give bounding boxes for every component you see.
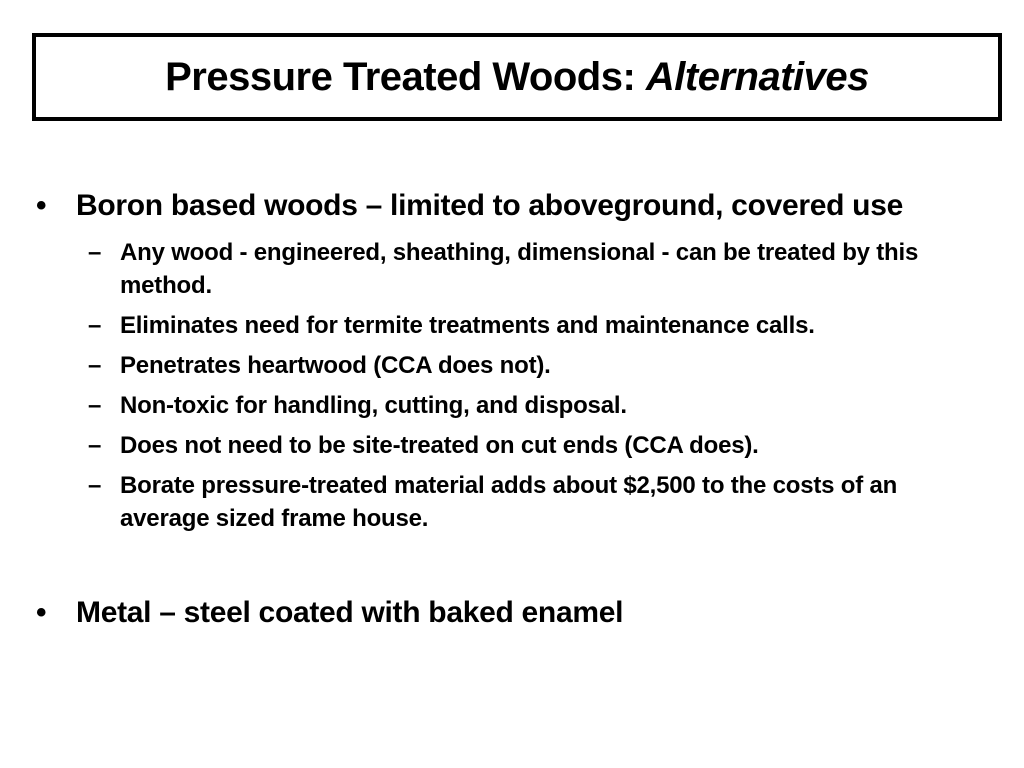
slide-title-main: Pressure Treated Woods: [165, 54, 646, 99]
sub-bullet-item [88, 349, 920, 382]
sub-bullet-text: Penetrates heartwood (CCA does not). [120, 352, 551, 379]
slide-content [32, 186, 982, 633]
sub-bullet-text: Does not need to be site-treated on cut ends (CCA does). [120, 432, 759, 459]
bullet-item-boron [32, 186, 982, 226]
bullet-marker: • [36, 189, 47, 222]
sub-bullet-item [88, 389, 920, 422]
bullet-text: Boron based woods – limited to aboveground, covered use [76, 189, 903, 222]
bullet-marker: • [36, 596, 47, 629]
dash-marker: – [88, 472, 102, 499]
sub-bullet-list [32, 236, 982, 535]
slide-title-italic: Alternatives [645, 54, 869, 99]
bullet-text: Metal – steel coated with baked enamel [76, 596, 624, 629]
sub-bullet-text: Eliminates need for termite treatments and maintenance calls. [120, 312, 815, 339]
sub-bullet-item [88, 309, 920, 342]
dash-marker: – [88, 432, 102, 459]
slide-title [165, 55, 869, 100]
sub-bullet-item [88, 429, 920, 462]
dash-marker: – [88, 392, 102, 419]
sub-bullet-text: Borate pressure-treated material adds about $2,500 to the costs of an average sized frame house. [120, 472, 898, 532]
sub-bullet-item [88, 469, 920, 535]
sub-bullet-text: Non-toxic for handling, cutting, and disposal. [120, 392, 627, 419]
sub-bullet-item [88, 236, 920, 302]
dash-marker: – [88, 239, 102, 266]
slide-title-box [32, 33, 1002, 121]
bullet-item-metal [32, 593, 982, 633]
dash-marker: – [88, 312, 102, 339]
dash-marker: – [88, 352, 102, 379]
sub-bullet-text: Any wood - engineered, sheathing, dimensional - can be treated by this method. [120, 239, 919, 299]
